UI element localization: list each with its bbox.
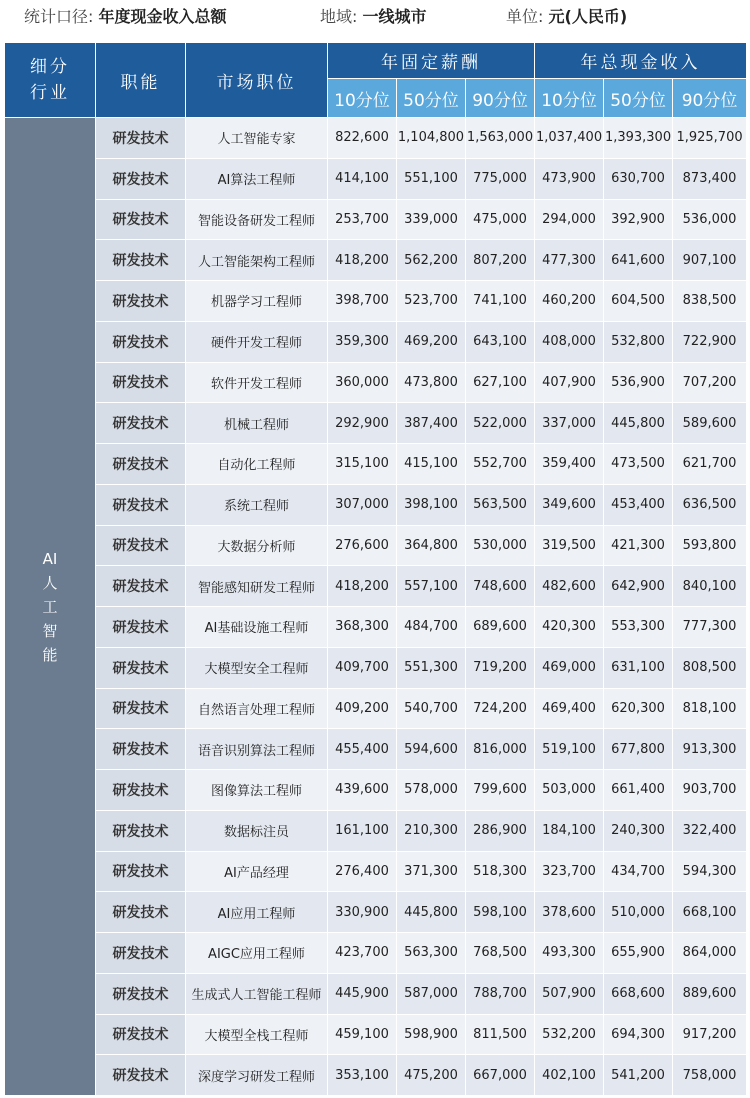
function-cell: 研发技术	[96, 484, 186, 525]
total-p50-cell: 510,000	[604, 892, 673, 933]
total-p50-cell: 536,900	[604, 362, 673, 403]
fixed-p10-cell: 315,100	[328, 444, 397, 485]
industry-label-line: 能	[42, 645, 58, 664]
total-p10-cell: 378,600	[535, 892, 604, 933]
position-cell: 硬件开发工程师	[186, 321, 328, 362]
position-cell: 大数据分析师	[186, 525, 328, 566]
position-cell: 生成式人工智能工程师	[186, 973, 328, 1014]
region-group	[320, 0, 427, 34]
position-cell: 图像算法工程师	[186, 770, 328, 811]
fixed-p90-cell: 748,600	[466, 566, 535, 607]
function-cell: 研发技术	[96, 525, 186, 566]
fixed-p90-cell: 667,000	[466, 1055, 535, 1096]
total-p10-cell: 408,000	[535, 321, 604, 362]
fixed-p50-cell: 364,800	[397, 525, 466, 566]
fixed-p90-cell: 741,100	[466, 281, 535, 322]
total-p50-cell: 532,800	[604, 321, 673, 362]
fixed-p10-cell: 292,900	[328, 403, 397, 444]
fixed-p50-cell: 469,200	[397, 321, 466, 362]
total-p90-cell: 864,000	[673, 933, 747, 974]
total-p50-cell: 630,700	[604, 158, 673, 199]
total-p90-cell: 777,300	[673, 607, 747, 648]
function-cell: 研发技术	[96, 158, 186, 199]
fixed-p50-cell: 578,000	[397, 770, 466, 811]
table-row	[5, 607, 747, 648]
position-cell: 数据标注员	[186, 810, 328, 851]
total-p90-cell: 594,300	[673, 851, 747, 892]
function-cell: 研发技术	[96, 973, 186, 1014]
table-row	[5, 1014, 747, 1055]
table-row	[5, 403, 747, 444]
fixed-p10-cell: 276,400	[328, 851, 397, 892]
total-p10-cell: 503,000	[535, 770, 604, 811]
fixed-p10-cell: 368,300	[328, 607, 397, 648]
unit-label: 单位:	[506, 7, 544, 26]
fixed-p90-cell: 530,000	[466, 525, 535, 566]
total-p10-cell: 407,900	[535, 362, 604, 403]
table-row	[5, 525, 747, 566]
table-row	[5, 321, 747, 362]
industry-label-line: 智	[42, 621, 58, 640]
header-position: 市场职位	[186, 43, 328, 118]
region-value: 一线城市	[362, 7, 427, 26]
header-fixed-p90: 90分位	[466, 79, 535, 118]
total-p10-cell: 477,300	[535, 240, 604, 281]
fixed-p90-cell: 811,500	[466, 1014, 535, 1055]
table-row	[5, 362, 747, 403]
total-p10-cell: 1,037,400	[535, 118, 604, 159]
header-total-p50: 50分位	[604, 79, 673, 118]
fixed-p10-cell: 455,400	[328, 729, 397, 770]
scope-value: 年度现金收入总额	[98, 7, 227, 26]
total-p50-cell: 473,500	[604, 444, 673, 485]
position-cell: 智能设备研发工程师	[186, 199, 328, 240]
total-p90-cell: 903,700	[673, 770, 747, 811]
total-p10-cell: 482,600	[535, 566, 604, 607]
position-cell: 软件开发工程师	[186, 362, 328, 403]
header-fixed-pay: 年固定薪酬	[328, 43, 535, 79]
fixed-p10-cell: 445,900	[328, 973, 397, 1014]
total-p50-cell: 240,300	[604, 810, 673, 851]
function-cell: 研发技术	[96, 281, 186, 322]
fixed-p10-cell: 423,700	[328, 933, 397, 974]
table-row	[5, 199, 747, 240]
header-total-p10: 10分位	[535, 79, 604, 118]
fixed-p50-cell: 598,900	[397, 1014, 466, 1055]
total-p10-cell: 359,400	[535, 444, 604, 485]
fixed-p90-cell: 768,500	[466, 933, 535, 974]
fixed-p90-cell: 475,000	[466, 199, 535, 240]
report-meta-bar	[0, 0, 750, 34]
total-p10-cell: 507,900	[535, 973, 604, 1014]
total-p90-cell: 593,800	[673, 525, 747, 566]
function-cell: 研发技术	[96, 444, 186, 485]
table-row	[5, 810, 747, 851]
total-p50-cell: 655,900	[604, 933, 673, 974]
position-cell: AI算法工程师	[186, 158, 328, 199]
industry-label-line: 工	[42, 597, 58, 616]
unit-group	[506, 0, 627, 34]
function-cell: 研发技术	[96, 118, 186, 159]
position-cell: 人工智能架构工程师	[186, 240, 328, 281]
total-p90-cell: 322,400	[673, 810, 747, 851]
fixed-p50-cell: 371,300	[397, 851, 466, 892]
fixed-p90-cell: 775,000	[466, 158, 535, 199]
total-p50-cell: 641,600	[604, 240, 673, 281]
fixed-p50-cell: 1,104,800	[397, 118, 466, 159]
industry-label-line: 人	[42, 573, 58, 592]
salary-table	[4, 42, 747, 1096]
fixed-p50-cell: 387,400	[397, 403, 466, 444]
fixed-p10-cell: 161,100	[328, 810, 397, 851]
fixed-p10-cell: 398,700	[328, 281, 397, 322]
table-row	[5, 240, 747, 281]
total-p90-cell: 589,600	[673, 403, 747, 444]
function-cell: 研发技术	[96, 321, 186, 362]
total-p90-cell: 838,500	[673, 281, 747, 322]
total-p10-cell: 184,100	[535, 810, 604, 851]
header-industry	[5, 43, 96, 118]
header-total-p90: 90分位	[673, 79, 747, 118]
fixed-p50-cell: 210,300	[397, 810, 466, 851]
total-p50-cell: 434,700	[604, 851, 673, 892]
total-p50-cell: 445,800	[604, 403, 673, 444]
header-industry-line1: 细分	[30, 57, 70, 77]
function-cell: 研发技术	[96, 607, 186, 648]
function-cell: 研发技术	[96, 647, 186, 688]
total-p90-cell: 907,100	[673, 240, 747, 281]
total-p90-cell: 917,200	[673, 1014, 747, 1055]
fixed-p50-cell: 594,600	[397, 729, 466, 770]
function-cell: 研发技术	[96, 1014, 186, 1055]
total-p50-cell: 668,600	[604, 973, 673, 1014]
scope-group	[24, 0, 227, 34]
total-p10-cell: 319,500	[535, 525, 604, 566]
total-p50-cell: 541,200	[604, 1055, 673, 1096]
total-p90-cell: 818,100	[673, 688, 747, 729]
fixed-p10-cell: 418,200	[328, 566, 397, 607]
table-row	[5, 647, 747, 688]
fixed-p10-cell: 822,600	[328, 118, 397, 159]
total-p50-cell: 694,300	[604, 1014, 673, 1055]
total-p90-cell: 873,400	[673, 158, 747, 199]
position-cell: 深度学习研发工程师	[186, 1055, 328, 1096]
total-p90-cell: 636,500	[673, 484, 747, 525]
fixed-p90-cell: 552,700	[466, 444, 535, 485]
fixed-p90-cell: 518,300	[466, 851, 535, 892]
total-p50-cell: 1,393,300	[604, 118, 673, 159]
total-p10-cell: 532,200	[535, 1014, 604, 1055]
total-p90-cell: 707,200	[673, 362, 747, 403]
fixed-p10-cell: 459,100	[328, 1014, 397, 1055]
fixed-p90-cell: 719,200	[466, 647, 535, 688]
total-p50-cell: 620,300	[604, 688, 673, 729]
fixed-p50-cell: 415,100	[397, 444, 466, 485]
fixed-p50-cell: 562,200	[397, 240, 466, 281]
table-row	[5, 444, 747, 485]
fixed-p90-cell: 627,100	[466, 362, 535, 403]
header-total-cash: 年总现金收入	[535, 43, 747, 79]
fixed-p50-cell: 587,000	[397, 973, 466, 1014]
total-p10-cell: 519,100	[535, 729, 604, 770]
function-cell: 研发技术	[96, 892, 186, 933]
position-cell: AI基础设施工程师	[186, 607, 328, 648]
table-row	[5, 933, 747, 974]
total-p10-cell: 323,700	[535, 851, 604, 892]
total-p50-cell: 553,300	[604, 607, 673, 648]
function-cell: 研发技术	[96, 199, 186, 240]
table-row	[5, 688, 747, 729]
total-p90-cell: 722,900	[673, 321, 747, 362]
fixed-p90-cell: 724,200	[466, 688, 535, 729]
function-cell: 研发技术	[96, 1055, 186, 1096]
fixed-p90-cell: 816,000	[466, 729, 535, 770]
industry-cell	[5, 118, 96, 1096]
table-row	[5, 892, 747, 933]
total-p10-cell: 460,200	[535, 281, 604, 322]
position-cell: 系统工程师	[186, 484, 328, 525]
total-p50-cell: 453,400	[604, 484, 673, 525]
total-p90-cell: 840,100	[673, 566, 747, 607]
total-p90-cell: 1,925,700	[673, 118, 747, 159]
fixed-p10-cell: 418,200	[328, 240, 397, 281]
fixed-p10-cell: 353,100	[328, 1055, 397, 1096]
scope-label: 统计口径:	[24, 7, 94, 26]
fixed-p10-cell: 409,200	[328, 688, 397, 729]
table-row	[5, 1055, 747, 1096]
region-label: 地域:	[320, 7, 358, 26]
table-row	[5, 770, 747, 811]
position-cell: 自然语言处理工程师	[186, 688, 328, 729]
fixed-p50-cell: 551,100	[397, 158, 466, 199]
fixed-p10-cell: 414,100	[328, 158, 397, 199]
total-p90-cell: 808,500	[673, 647, 747, 688]
fixed-p10-cell: 330,900	[328, 892, 397, 933]
position-cell: 机器学习工程师	[186, 281, 328, 322]
total-p10-cell: 349,600	[535, 484, 604, 525]
function-cell: 研发技术	[96, 770, 186, 811]
position-cell: 语音识别算法工程师	[186, 729, 328, 770]
header-industry-line2: 行业	[30, 83, 70, 103]
table-header	[5, 43, 747, 118]
total-p10-cell: 469,400	[535, 688, 604, 729]
total-p10-cell: 294,000	[535, 199, 604, 240]
total-p90-cell: 668,100	[673, 892, 747, 933]
total-p50-cell: 421,300	[604, 525, 673, 566]
function-cell: 研发技术	[96, 403, 186, 444]
total-p10-cell: 473,900	[535, 158, 604, 199]
fixed-p10-cell: 253,700	[328, 199, 397, 240]
function-cell: 研发技术	[96, 810, 186, 851]
fixed-p10-cell: 360,000	[328, 362, 397, 403]
fixed-p90-cell: 788,700	[466, 973, 535, 1014]
table-row	[5, 281, 747, 322]
fixed-p50-cell: 563,300	[397, 933, 466, 974]
total-p10-cell: 337,000	[535, 403, 604, 444]
total-p90-cell: 536,000	[673, 199, 747, 240]
total-p50-cell: 631,100	[604, 647, 673, 688]
position-cell: AIGC应用工程师	[186, 933, 328, 974]
fixed-p50-cell: 445,800	[397, 892, 466, 933]
total-p90-cell: 621,700	[673, 444, 747, 485]
table-row	[5, 566, 747, 607]
fixed-p10-cell: 359,300	[328, 321, 397, 362]
unit-value: 元(人民币)	[548, 7, 628, 26]
fixed-p50-cell: 339,000	[397, 199, 466, 240]
header-function: 职能	[96, 43, 186, 118]
fixed-p90-cell: 1,563,000	[466, 118, 535, 159]
total-p10-cell: 469,000	[535, 647, 604, 688]
total-p50-cell: 392,900	[604, 199, 673, 240]
total-p10-cell: 420,300	[535, 607, 604, 648]
position-cell: 大模型全栈工程师	[186, 1014, 328, 1055]
fixed-p90-cell: 689,600	[466, 607, 535, 648]
position-cell: 人工智能专家	[186, 118, 328, 159]
fixed-p50-cell: 540,700	[397, 688, 466, 729]
total-p50-cell: 661,400	[604, 770, 673, 811]
table-row	[5, 973, 747, 1014]
table-body	[5, 118, 747, 1096]
fixed-p10-cell: 307,000	[328, 484, 397, 525]
fixed-p50-cell: 484,700	[397, 607, 466, 648]
industry-label-line: AI	[42, 549, 58, 568]
total-p90-cell: 913,300	[673, 729, 747, 770]
total-p90-cell: 889,600	[673, 973, 747, 1014]
fixed-p90-cell: 598,100	[466, 892, 535, 933]
total-p50-cell: 642,900	[604, 566, 673, 607]
table-row	[5, 484, 747, 525]
fixed-p50-cell: 398,100	[397, 484, 466, 525]
position-cell: 智能感知研发工程师	[186, 566, 328, 607]
function-cell: 研发技术	[96, 851, 186, 892]
total-p50-cell: 677,800	[604, 729, 673, 770]
total-p90-cell: 758,000	[673, 1055, 747, 1096]
fixed-p90-cell: 522,000	[466, 403, 535, 444]
total-p50-cell: 604,500	[604, 281, 673, 322]
fixed-p50-cell: 473,800	[397, 362, 466, 403]
position-cell: AI产品经理	[186, 851, 328, 892]
total-p10-cell: 493,300	[535, 933, 604, 974]
fixed-p90-cell: 807,200	[466, 240, 535, 281]
fixed-p90-cell: 563,500	[466, 484, 535, 525]
position-cell: 自动化工程师	[186, 444, 328, 485]
fixed-p10-cell: 276,600	[328, 525, 397, 566]
fixed-p90-cell: 286,900	[466, 810, 535, 851]
total-p10-cell: 402,100	[535, 1055, 604, 1096]
fixed-p50-cell: 523,700	[397, 281, 466, 322]
fixed-p90-cell: 799,600	[466, 770, 535, 811]
header-fixed-p50: 50分位	[397, 79, 466, 118]
position-cell: 机械工程师	[186, 403, 328, 444]
function-cell: 研发技术	[96, 240, 186, 281]
table-row	[5, 851, 747, 892]
fixed-p10-cell: 409,700	[328, 647, 397, 688]
position-cell: AI应用工程师	[186, 892, 328, 933]
function-cell: 研发技术	[96, 933, 186, 974]
table-row	[5, 729, 747, 770]
table-row	[5, 118, 747, 159]
function-cell: 研发技术	[96, 729, 186, 770]
position-cell: 大模型安全工程师	[186, 647, 328, 688]
fixed-p50-cell: 557,100	[397, 566, 466, 607]
function-cell: 研发技术	[96, 688, 186, 729]
function-cell: 研发技术	[96, 566, 186, 607]
table-row	[5, 158, 747, 199]
function-cell: 研发技术	[96, 362, 186, 403]
header-fixed-p10: 10分位	[328, 79, 397, 118]
fixed-p10-cell: 439,600	[328, 770, 397, 811]
fixed-p50-cell: 475,200	[397, 1055, 466, 1096]
fixed-p50-cell: 551,300	[397, 647, 466, 688]
fixed-p90-cell: 643,100	[466, 321, 535, 362]
